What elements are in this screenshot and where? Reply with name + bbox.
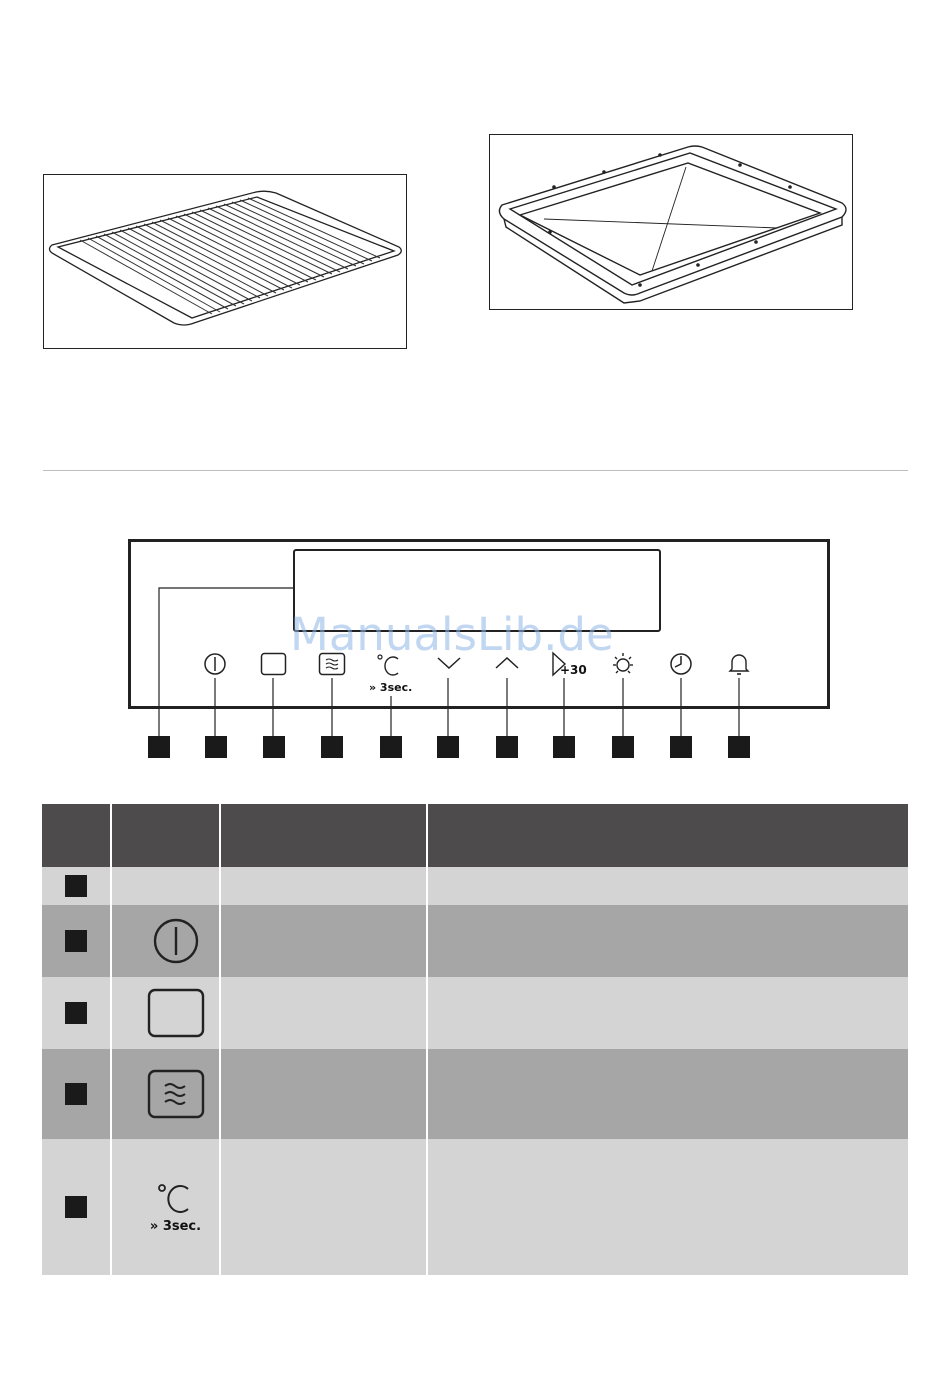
baking-tray-figure bbox=[489, 134, 853, 310]
wire-shelf-figure bbox=[43, 174, 407, 349]
table-row bbox=[42, 1049, 908, 1139]
function-square-icon bbox=[147, 988, 205, 1038]
baking-tray-illustration bbox=[490, 135, 852, 309]
icon-leader-lines bbox=[0, 678, 950, 738]
marker-10 bbox=[670, 736, 692, 758]
row-description bbox=[427, 867, 908, 905]
marker-5 bbox=[380, 736, 402, 758]
table-row bbox=[42, 905, 908, 977]
header-function bbox=[220, 804, 427, 867]
row-description bbox=[427, 1139, 908, 1275]
marker-4 bbox=[321, 736, 343, 758]
row-marker bbox=[65, 1002, 87, 1024]
table-row bbox=[42, 1139, 908, 1275]
row-function bbox=[220, 867, 427, 905]
header-symbol bbox=[111, 804, 220, 867]
marker-9 bbox=[612, 736, 634, 758]
function-square-icon[interactable] bbox=[260, 652, 287, 676]
celsius-icon[interactable] bbox=[376, 652, 406, 678]
watermark: ManualsLib.de bbox=[290, 608, 614, 661]
down-arrow-icon[interactable] bbox=[436, 654, 462, 672]
row-marker bbox=[65, 875, 87, 897]
power-icon[interactable] bbox=[203, 652, 227, 676]
section-divider bbox=[43, 470, 908, 471]
three-second-label: » 3sec. bbox=[369, 681, 413, 694]
table-row bbox=[42, 977, 908, 1049]
marker-11 bbox=[728, 736, 750, 758]
header-description bbox=[427, 804, 908, 867]
row-description bbox=[427, 905, 908, 977]
bell-icon[interactable] bbox=[727, 651, 751, 677]
row-description bbox=[427, 1049, 908, 1139]
control-table bbox=[42, 804, 908, 1275]
row-function bbox=[220, 1049, 427, 1139]
row-marker bbox=[65, 1196, 87, 1218]
plus30-label: +30 bbox=[560, 663, 587, 677]
clock-icon[interactable] bbox=[669, 652, 693, 676]
marker-2 bbox=[205, 736, 227, 758]
microwave-waves-icon bbox=[147, 1069, 205, 1119]
row-marker bbox=[65, 930, 87, 952]
row-function bbox=[220, 1139, 427, 1275]
three-second-label: » 3sec. bbox=[149, 1218, 202, 1234]
marker-6 bbox=[437, 736, 459, 758]
row-function bbox=[220, 977, 427, 1049]
marker-7 bbox=[496, 736, 518, 758]
marker-1 bbox=[148, 736, 170, 758]
row-symbol bbox=[111, 867, 220, 905]
up-arrow-icon[interactable] bbox=[494, 654, 520, 672]
row-description bbox=[427, 977, 908, 1049]
marker-3 bbox=[263, 736, 285, 758]
celsius-icon bbox=[156, 1181, 196, 1215]
microwave-waves-icon[interactable] bbox=[318, 652, 346, 676]
header-number bbox=[42, 804, 111, 867]
row-function bbox=[220, 905, 427, 977]
row-marker bbox=[65, 1083, 87, 1105]
lamp-icon[interactable] bbox=[610, 651, 636, 677]
wire-shelf-illustration bbox=[44, 175, 406, 348]
table-header-row bbox=[42, 804, 908, 867]
power-icon bbox=[151, 916, 201, 966]
marker-8 bbox=[553, 736, 575, 758]
table-row bbox=[42, 867, 908, 905]
